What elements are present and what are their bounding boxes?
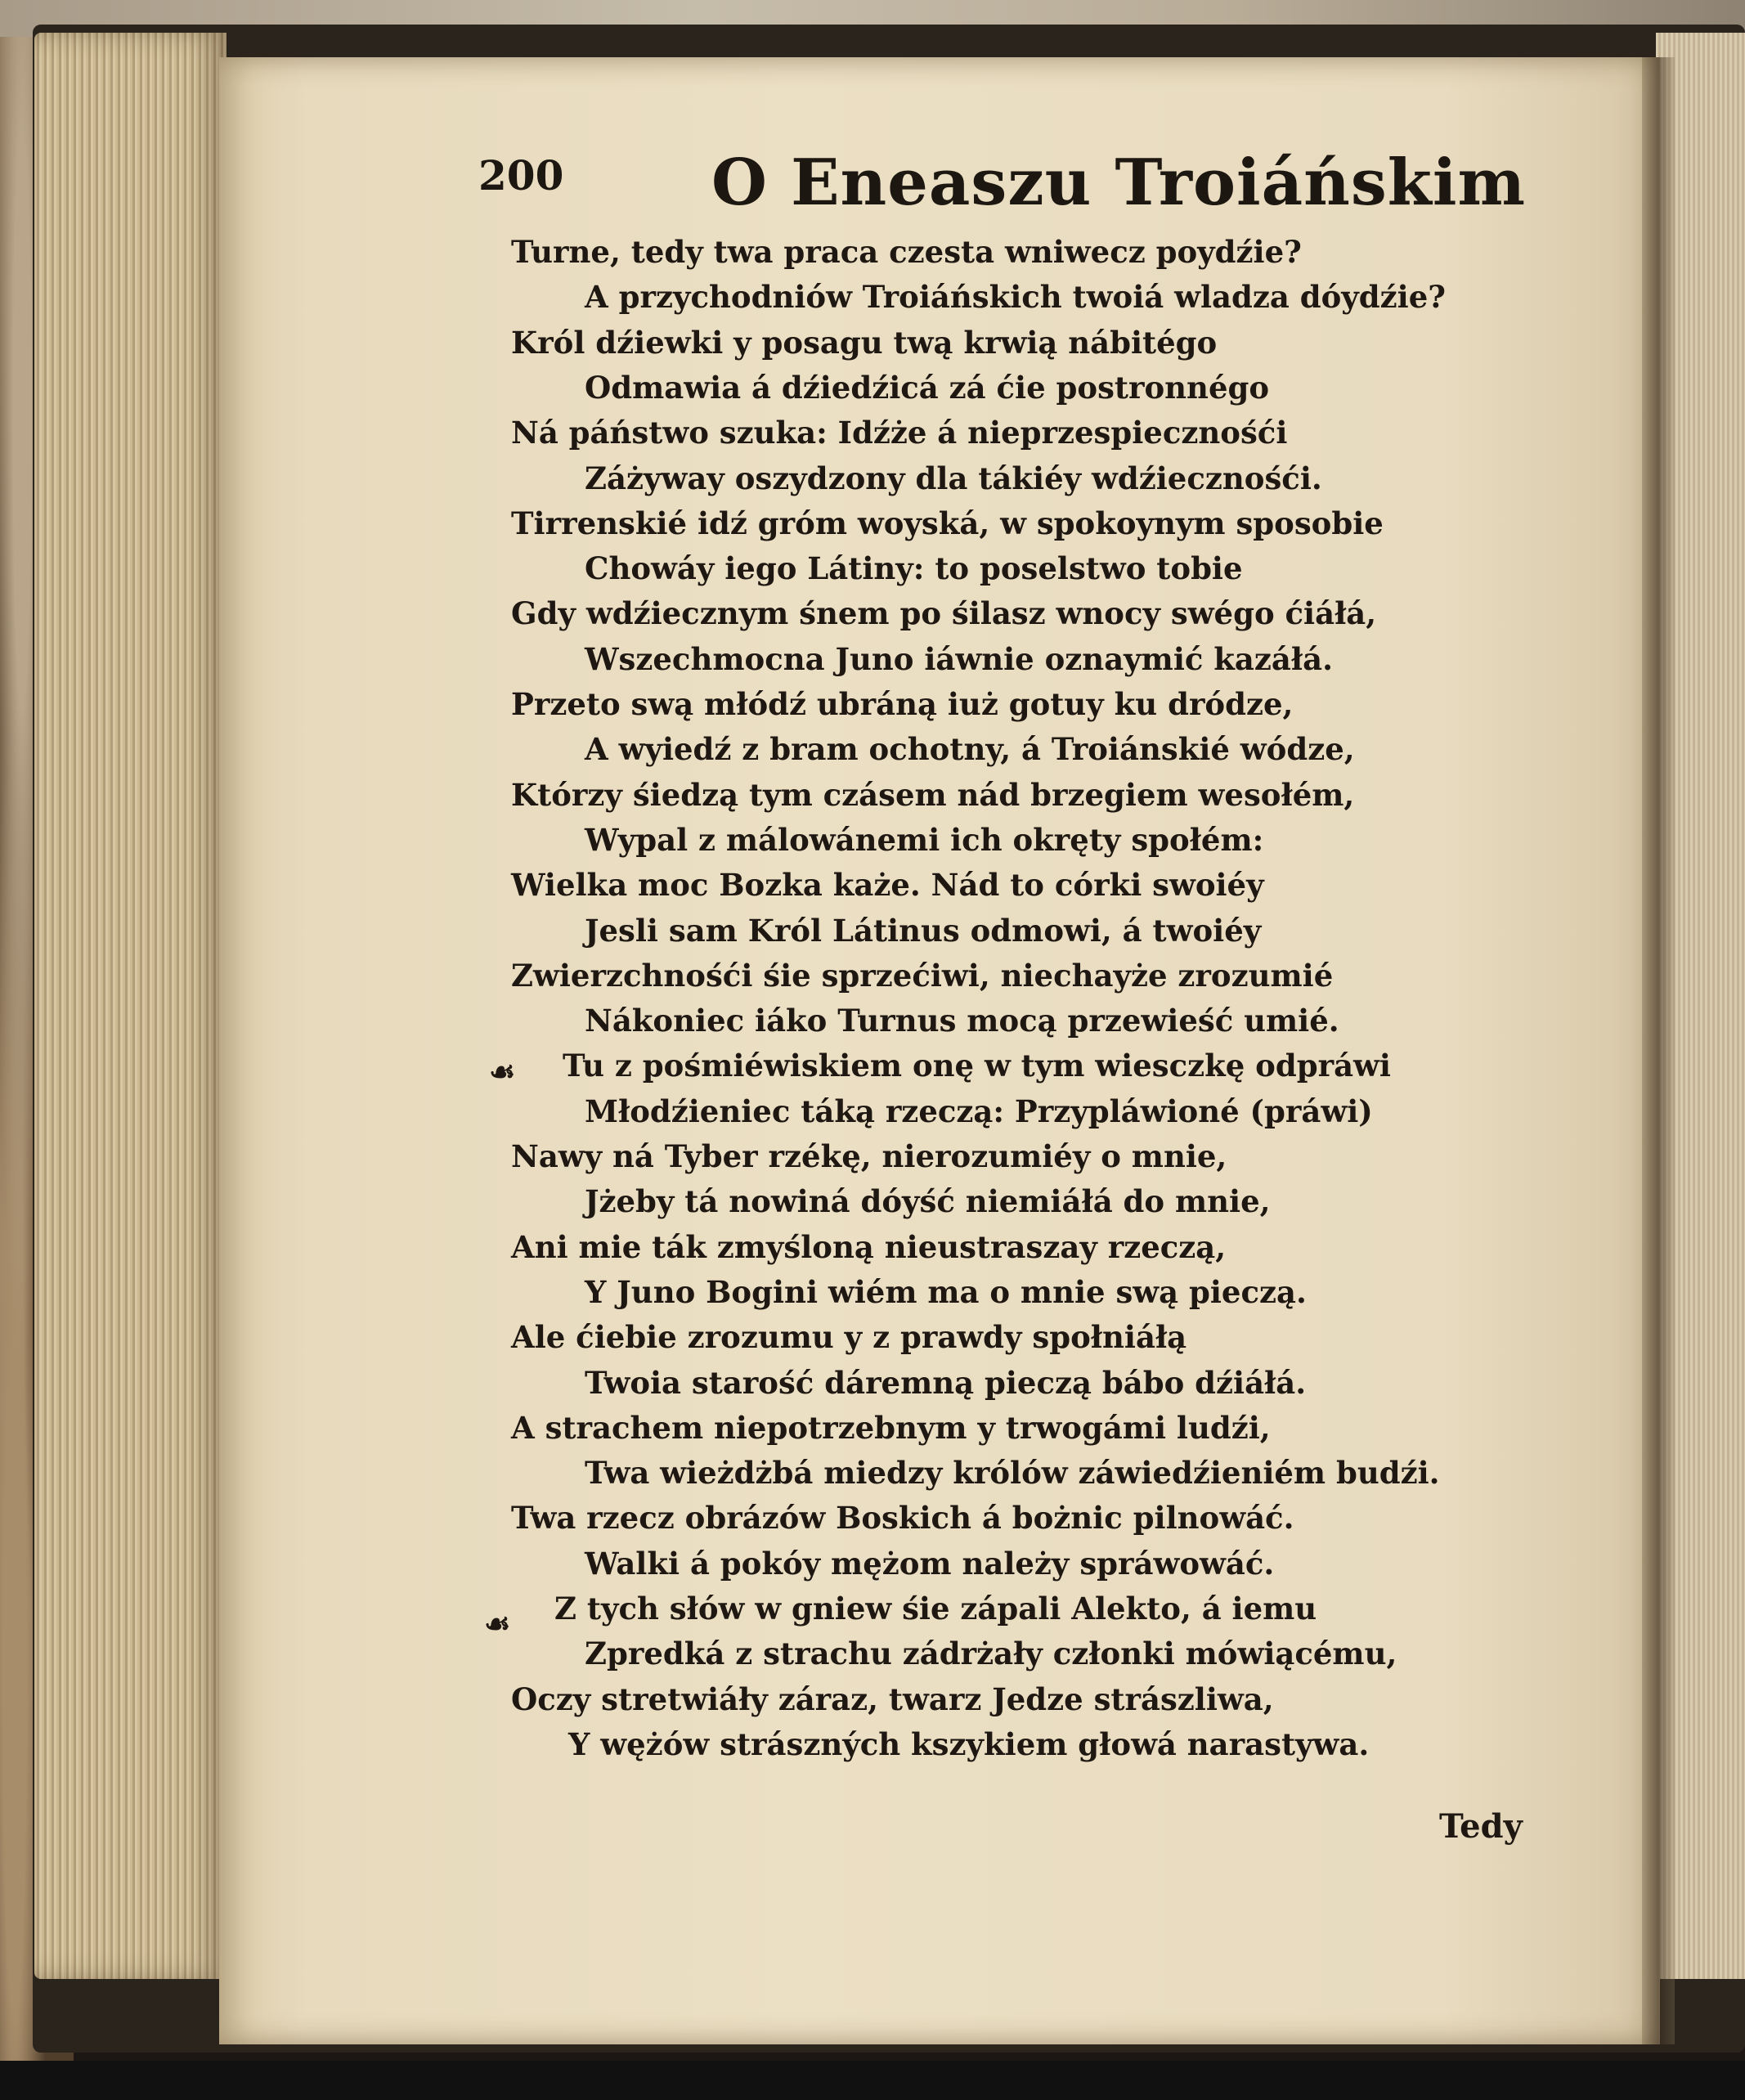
verse-line: Z tych słów w gniew śie zápali Alekto, á iemu — [554, 1591, 1317, 1627]
verse-line: Oczy stretwiáły záraz, twarz Jedze strászliwa, — [511, 1681, 1274, 1717]
verse-line: Twa rzecz obrázów Boskich á bożnic pilnowáć. — [511, 1500, 1294, 1536]
verse-line: Wszechmocna Juno iáwnie oznaymić kazáłá. — [585, 641, 1333, 677]
verse-line: Którzy śiedzą tym czásem nád brzegiem wesołém, — [511, 777, 1355, 813]
verse-line: Jżeby tá nowiná dóyść niemiáłá do mnie, — [585, 1183, 1271, 1219]
verse-line: Ani mie ták zmyśloną nieustraszay rzeczą, — [511, 1229, 1227, 1265]
verse-line: Wypal z málowánemi ich okręty społém: — [585, 822, 1264, 858]
verse-line: Twoia starość dáremną pieczą bábo dźiáłá. — [585, 1365, 1307, 1401]
verse-line: Tirrenskié idź gróm woyská, w spokoynym sposobie — [511, 505, 1384, 541]
verse-line: A wyiedź z bram ochotny, á Troiánskié wódze, — [585, 731, 1355, 767]
verse-line: Zwierzchnośći śie sprzećiwi, niechayże zrozumié — [511, 958, 1334, 994]
verse-line: Nákoniec iáko Turnus mocą przewieść umié. — [585, 1003, 1339, 1039]
verse-line: Odmawia á dźiedźicá zá ćie postronnégo — [585, 370, 1270, 406]
running-title: O Eneaszu Troiáńskim — [711, 146, 1526, 220]
verse-line: Záżyway oszydzony dla tákiéy wdźiecznośći. — [585, 460, 1322, 496]
verse-line: Młodźieniec táką rzeczą: Przypláwioné (práwi) — [585, 1093, 1373, 1129]
verse-line: A przychodniów Troiáńskich twoiá wladza dóydźie? — [585, 279, 1446, 315]
page-edges-left — [34, 33, 227, 1979]
verse-line: Przeto swą młódź ubráną iuż gotuy ku dródze, — [511, 686, 1294, 722]
page-number: 200 — [478, 151, 564, 200]
verse-line: Ná páństwo szuka: Idźże á nieprzespiecznośći — [511, 415, 1288, 451]
verse-line: Nawy ná Tyber rzékę, nierozumiéy o mnie, — [511, 1138, 1227, 1174]
verse-line: Zpredká z strachu zádrżały członki mówiącému, — [585, 1636, 1397, 1671]
paragraph-mark-1: ☙ — [489, 1055, 516, 1089]
verse-line: Y Juno Bogini wiém ma o mnie swą pieczą. — [585, 1274, 1307, 1310]
book-gutter — [1642, 57, 1675, 2044]
scan-bottom-edge — [0, 2061, 1745, 2100]
verse-line: Jesli sam Król Látinus odmowi, á twoiéy — [585, 913, 1262, 949]
verse-line: Ale ćiebie zrozumu y z prawdy społniáłą — [511, 1319, 1187, 1355]
verse-line: A strachem niepotrzebnym y trwogámi ludźi, — [511, 1410, 1271, 1446]
verse-line: Turne, tedy twa praca czesta wniwecz poydźie? — [511, 234, 1302, 270]
verse-line: Gdy wdźiecznym śnem po śilasz wnocy swégo ćiáłá, — [511, 595, 1377, 631]
verse-line: Wielka moc Bozka każe. Nád to córki swoiéy — [511, 867, 1264, 903]
verse-line: Walki á pokóy mężom należy spráwowáć. — [585, 1546, 1275, 1582]
paragraph-mark-2: ☙ — [484, 1607, 511, 1641]
verse-line: Twa wieżdżbá miedzy królów záwiedźieniém budźi. — [585, 1455, 1440, 1491]
verse-line: Y wężów strászných kszykiem głowá narastywa. — [568, 1726, 1370, 1762]
catchword: Tedy — [1439, 1807, 1523, 1846]
verse-line: Tu z pośmiéwiskiem onę w tym wiesczkę odpráwi — [563, 1048, 1391, 1084]
verse-line: Król dźiewki y posagu twą krwią nábitégo — [511, 325, 1218, 361]
verse-line: Chowáy iego Látiny: to poselstwo tobie — [585, 550, 1243, 586]
